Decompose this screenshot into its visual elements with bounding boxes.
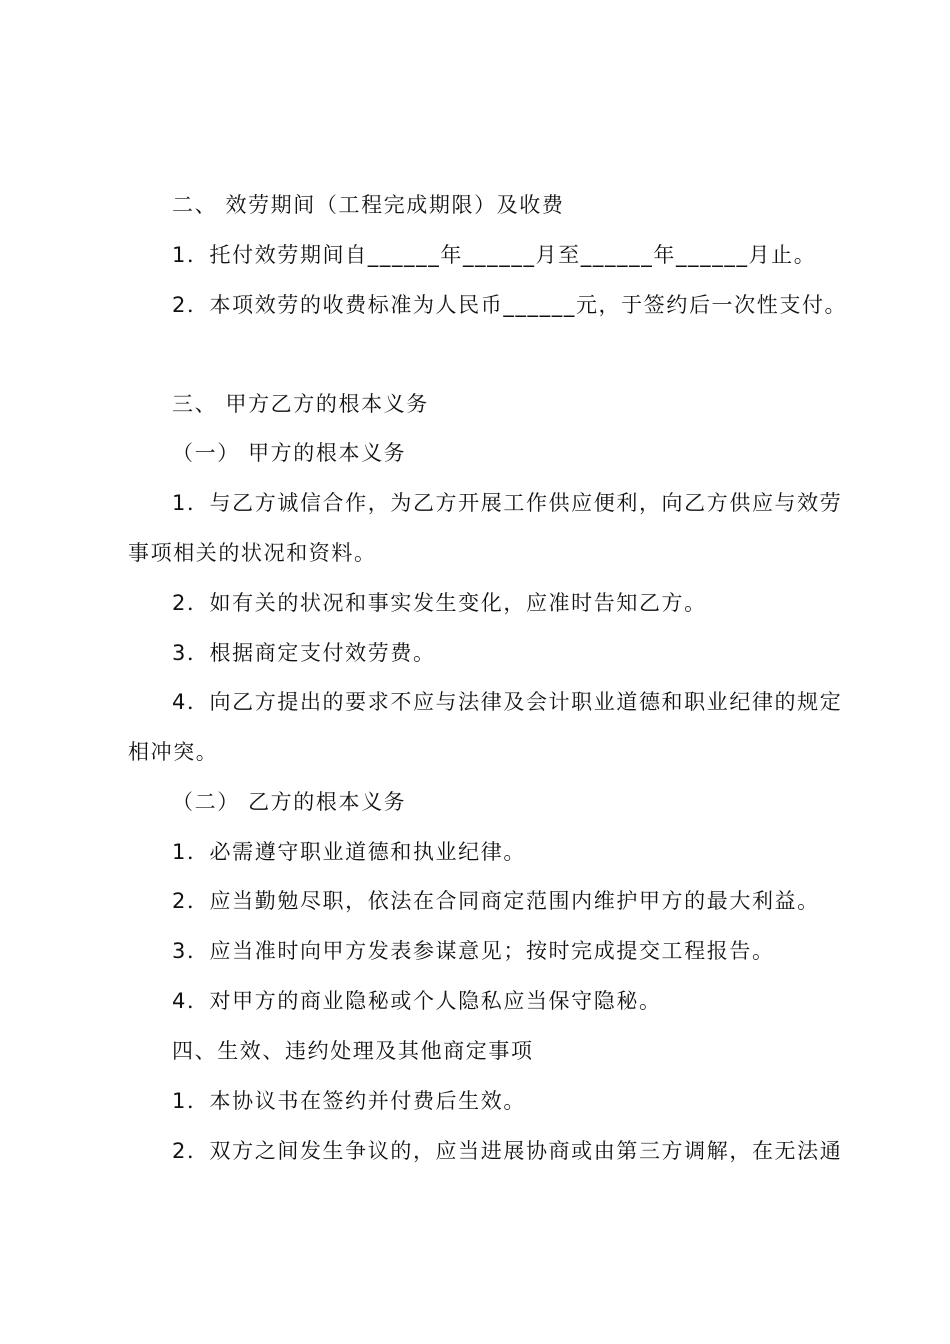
section-3-part-b-heading: （二） 乙方的根本义务 bbox=[172, 790, 407, 814]
section-4-item-2-line-1: 2．双方之间发生争议的，应当进展协商或由第三方调解，在无法通 bbox=[172, 1139, 843, 1163]
part-b-item-3: 3．应当准时向甲方发表参谋意见；按时完成提交工程报告。 bbox=[172, 939, 775, 963]
section-4-heading: 四、生效、违约处理及其他商定事项 bbox=[172, 1039, 534, 1063]
part-a-item-4-line-1: 4．向乙方提出的要求不应与法律及会计职业道德和职业纪律的规定 bbox=[172, 690, 843, 714]
section-3-part-a-heading: （一） 甲方的根本义务 bbox=[172, 441, 407, 465]
section-3-heading: 三、 甲方乙方的根本义务 bbox=[172, 392, 429, 416]
part-b-item-4: 4．对甲方的商业隐秘或个人隐私应当保守隐秘。 bbox=[172, 989, 662, 1013]
part-a-item-3: 3．根据商定支付效劳费。 bbox=[172, 641, 436, 665]
section-4-item-1: 1．本协议书在签约并付费后生效。 bbox=[172, 1089, 526, 1113]
part-b-item-1: 1．必需遵守职业道德和执业纪律。 bbox=[172, 840, 526, 864]
part-a-item-1-line-1: 1．与乙方诚信合作，为乙方开展工作供应便利，向乙方供应与效劳 bbox=[172, 491, 843, 515]
section-2-heading: 二、 效劳期间（工程完成期限）及收费 bbox=[172, 193, 565, 217]
section-2-item-2: 2．本项效劳的收费标准为人民币______元，于签约后一次性支付。 bbox=[172, 293, 848, 317]
section-2-item-1: 1．托付效劳期间自______年______月至______年______月止。 bbox=[172, 243, 817, 267]
part-a-item-4-line-2: 相冲突。 bbox=[128, 740, 219, 764]
part-b-item-2: 2．应当勤勉尽职，依法在合同商定范围内维护甲方的最大利益。 bbox=[172, 889, 820, 913]
part-a-item-2: 2．如有关的状况和事实发生变化，应准时告知乙方。 bbox=[172, 591, 707, 615]
part-a-item-1-line-2: 事项相关的状况和资料。 bbox=[128, 541, 377, 565]
